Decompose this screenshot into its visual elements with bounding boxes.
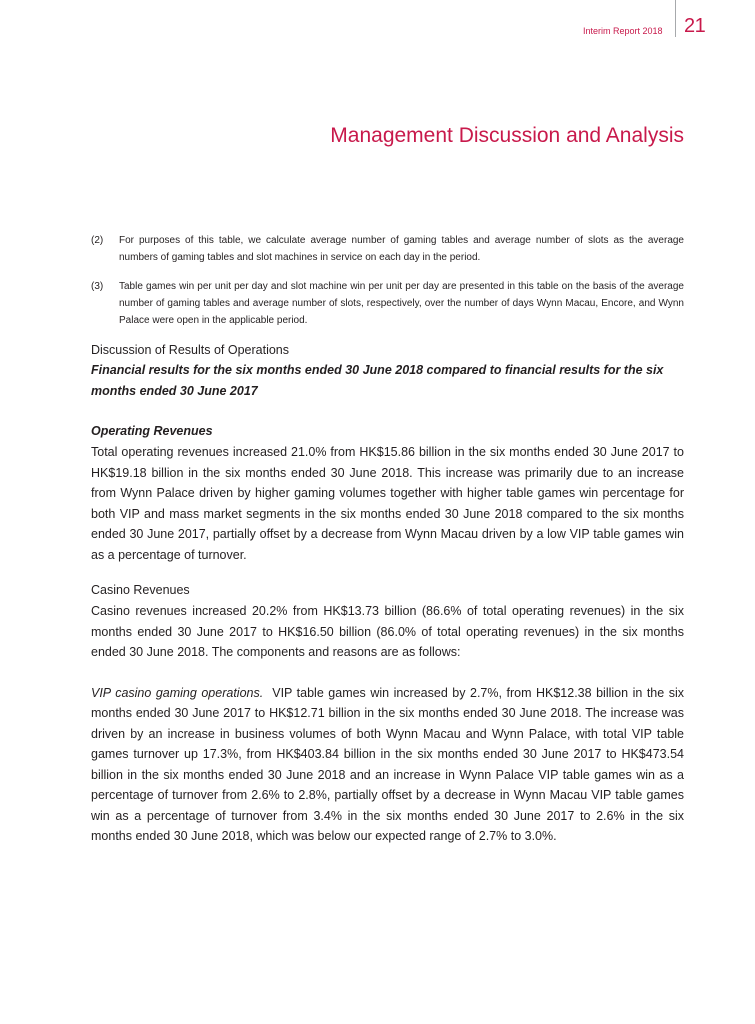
report-name: Interim Report 2018 [583,26,663,36]
operating-revenues-heading: Operating Revenues [91,424,213,438]
vip-body: VIP table games win increased by 2.7%, from HK$12.38 billion in the six months ended 30 June 2017 to HK$12.71 billion in the six months ended 30 June 2018. The increase was driven by an increase in business volumes of both Wynn Macau and Wynn Palace, with total VIP table games turnover up 17.3%, from HK$403.84 billion in the six months ended 30 June 2017 to HK$473.54 billion in the six months ended 30 June 2018 and an increase in Wynn Palace VIP table games win as a percentage of turnover from 2.6% to 2.8%, partially offset by a decrease in Wynn Macau VIP table games win as a percentage of turnover from 3.4% in the six months ended 30 June 2017 to 2.6% in the six months ended 30 June 2018, which was below our expected range of 2.7% to 3.0%. [91,685,684,843]
casino-revenues-heading: Casino Revenues [91,583,190,597]
footnote-number: (3) [91,281,104,292]
vip-casino-paragraph [91,683,684,847]
vip-lead-in: VIP casino gaming operations. [91,685,264,700]
footnote-text: Table games win per unit per day and slot machine win per unit per day are presented in this table on the basis of the average number of gaming tables and average number of slots, respectively, over the number of days Wynn Macau, Encore, and Wynn Palace were open in the applicable period. [119,281,684,326]
footnote-number: (2) [91,235,104,246]
page-number: 21 [684,15,706,37]
discussion-heading: Discussion of Results of Operations [91,343,290,357]
footnote [91,232,684,266]
footnote-text: For purposes of this table, we calculate average number of gaming tables and average number of slots as the average numbers of gaming tables and slot machines in service on each day in the period. [119,235,684,263]
operating-revenues-paragraph: Total operating revenues increased 21.0% from HK$15.86 billion in the six months ended 30 June 2017 to HK$19.18 billion in the six months ended 30 June 2018. This increase was primarily due to an increase from Wynn Palace driven by higher gaming volumes together with higher table games win percentage for both VIP and mass market segments in the six months ended 30 June 2018 compared to the six months ended 30 June 2017, partially offset by a decrease from Wynn Macau driven by a low VIP table games win as a percentage of turnover. [91,445,684,562]
casino-revenues-paragraph: Casino revenues increased 20.2% from HK$13.73 billion (86.6% of total operating revenues) in the six months ended 30 June 2017 to HK$16.50 billion (86.0% of total operating revenues) in the six months ended 30 June 2018. The components and reasons are as follows: [91,604,684,659]
page-title: Management Discussion and Analysis [330,124,684,147]
financial-results-heading: Financial results for the six months ended 30 June 2018 compared to financial results for the six months ended 30 June 2017 [91,363,664,398]
header-divider [675,0,676,37]
page-content [91,232,684,847]
page-header [0,0,755,40]
footnote [91,278,684,329]
